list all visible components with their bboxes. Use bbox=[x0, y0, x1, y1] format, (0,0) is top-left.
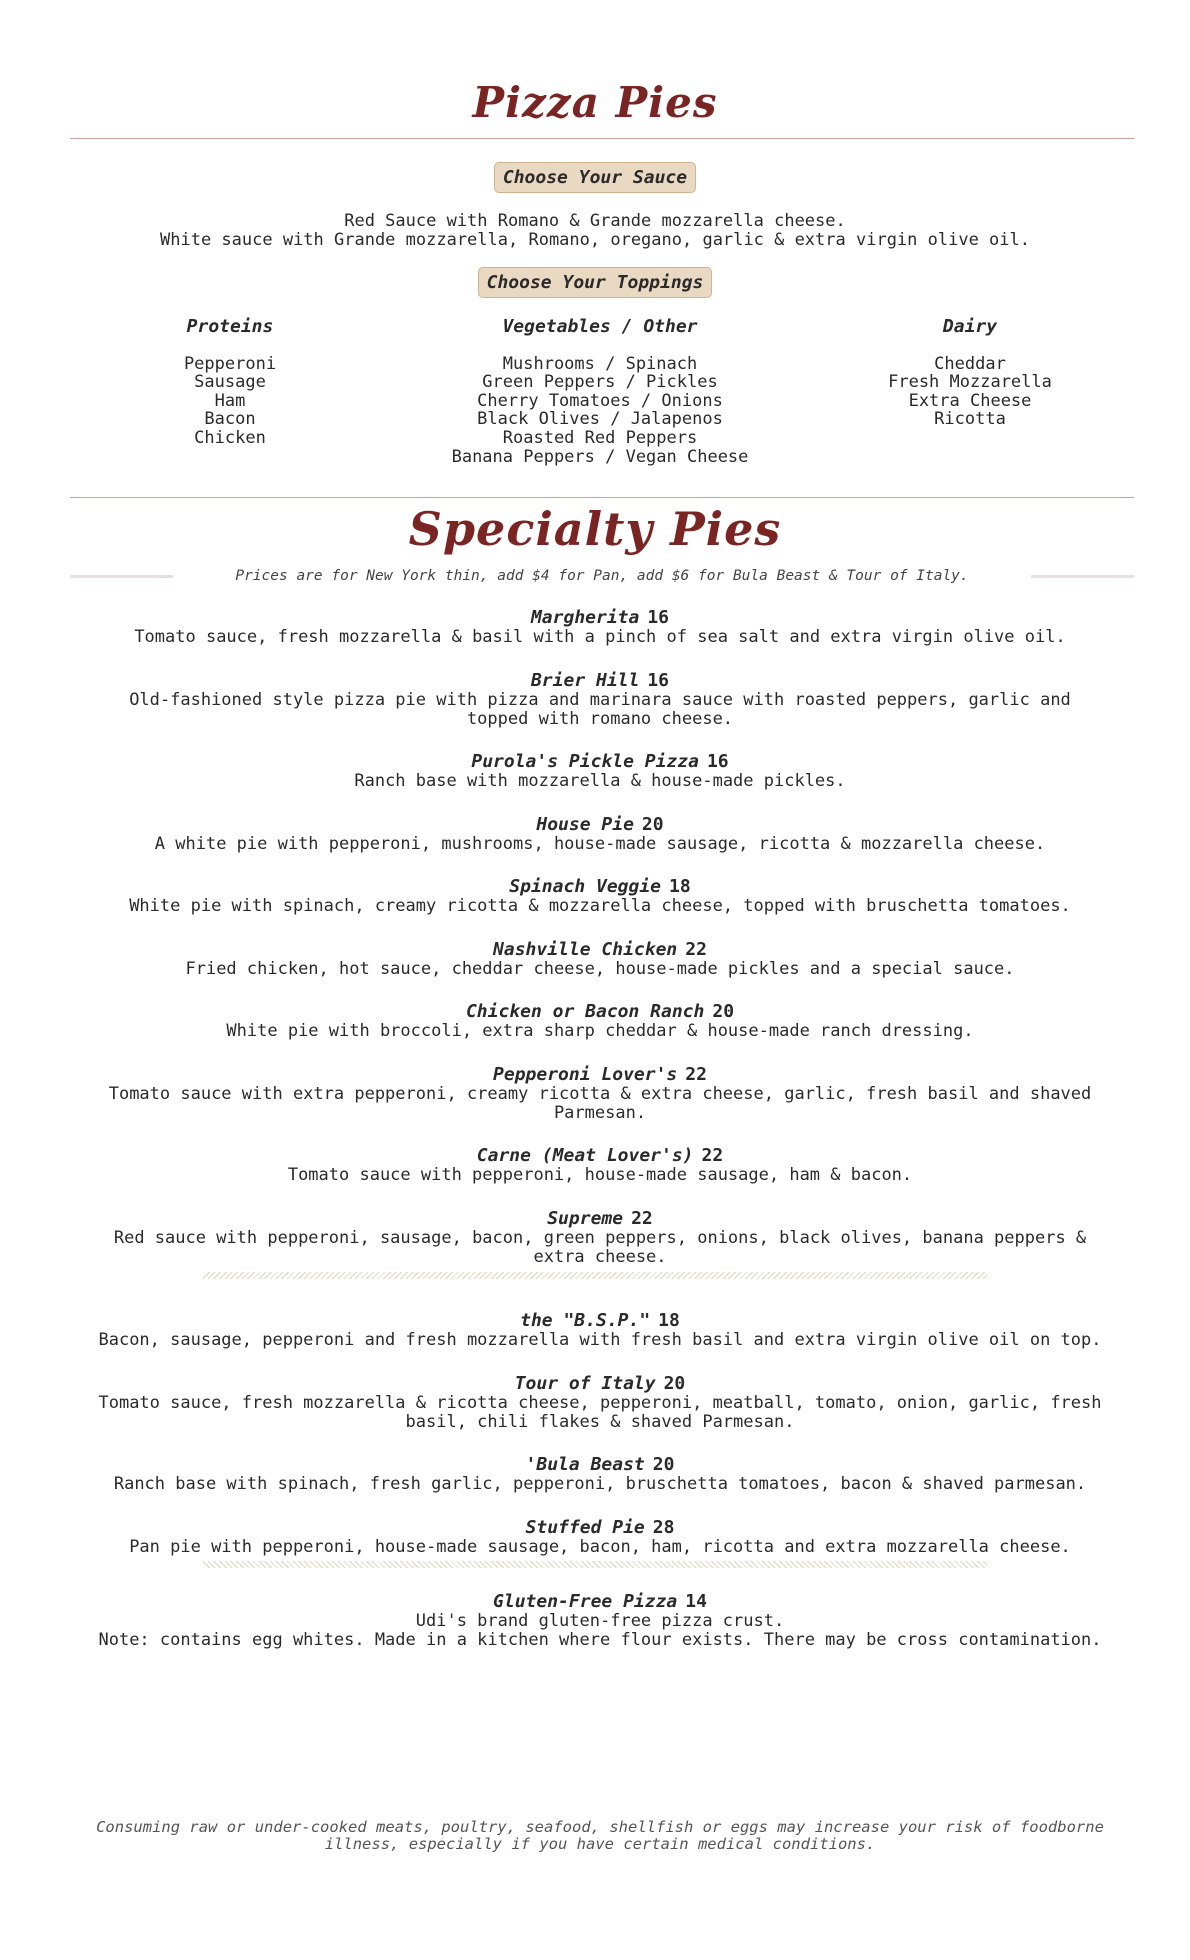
divider bbox=[70, 497, 1134, 498]
topping-item: Fresh Mozzarella bbox=[888, 372, 1052, 393]
item-price: 18 bbox=[658, 1310, 680, 1331]
item-price: 20 bbox=[663, 1373, 686, 1394]
item-price: 22 bbox=[685, 939, 707, 960]
item-desc: Ranch base with mozzarella & house-made pickles. bbox=[354, 771, 846, 791]
item-name: the "B.S.P." bbox=[520, 1310, 651, 1331]
topping-item: Bacon bbox=[204, 409, 256, 430]
menu-item bbox=[75, 1146, 1125, 1185]
item-name: 'Bula Beast bbox=[525, 1454, 645, 1475]
item-price: 20 bbox=[712, 1001, 735, 1022]
item-name: Carne (Meat Lover's) bbox=[476, 1145, 694, 1166]
specialty-pies-title: Specialty Pies bbox=[408, 502, 782, 556]
item-desc: Red sauce with pepperoni, sausage, bacon, green peppers, onions, black olives, banana peppers & bbox=[113, 1228, 1087, 1248]
column-heading: Proteins bbox=[186, 316, 274, 337]
item-price: 22 bbox=[685, 1064, 707, 1085]
menu-item bbox=[75, 940, 1125, 979]
menu-item bbox=[75, 877, 1125, 916]
topping-item: Cheddar bbox=[934, 353, 1006, 374]
item-desc: A white pie with pepperoni, mushrooms, house-made sausage, ricotta & mozzarella cheese. bbox=[154, 834, 1046, 854]
menu-item bbox=[75, 815, 1125, 854]
item-name: Nashville Chicken bbox=[493, 939, 678, 960]
vegetables-column bbox=[430, 318, 770, 466]
topping-item: Sausage bbox=[194, 372, 266, 393]
item-price: 20 bbox=[652, 1454, 675, 1475]
pizza-pies-title: Pizza Pies bbox=[472, 78, 718, 127]
item-price: 14 bbox=[685, 1591, 707, 1612]
column-heading: Vegetables / Other bbox=[502, 316, 698, 337]
sauce-red: Red Sauce with Romano & Grande mozzarella cheese. bbox=[344, 211, 846, 231]
item-desc: White pie with broccoli, extra sharp cheddar & house-made ranch dressing. bbox=[226, 1021, 974, 1041]
proteins-column bbox=[130, 318, 330, 448]
item-price: 20 bbox=[641, 814, 664, 835]
item-desc: Tomato sauce with pepperoni, house-made sausage, ham & bacon. bbox=[287, 1165, 913, 1185]
item-name: Margherita bbox=[530, 607, 640, 628]
topping-item: Pepperoni bbox=[183, 353, 277, 374]
item-desc: basil, chili flakes & shaved Parmesan. bbox=[405, 1411, 795, 1432]
item-desc: Parmesan. bbox=[553, 1102, 647, 1123]
topping-item: Ricotta bbox=[934, 409, 1006, 430]
item-desc: White pie with spinach, creamy ricotta & mozzarella cheese, topped with bruschetta tomatoes. bbox=[129, 896, 1071, 916]
topping-item: Roasted Red Peppers bbox=[502, 427, 698, 448]
menu-item bbox=[75, 1065, 1125, 1122]
item-name: Supreme bbox=[547, 1208, 624, 1229]
item-desc: Note: contains egg whites. Made in a kitchen where flour exists. There may be cross contamination. bbox=[98, 1629, 1102, 1650]
item-desc: Fried chicken, hot sauce, cheddar cheese, house-made pickles and a special sauce. bbox=[185, 959, 1015, 979]
price-note: Prices are for New York thin, add $4 for Pan, add $6 for Bula Beast & Tour of Italy. bbox=[235, 568, 969, 584]
menu-item bbox=[75, 1311, 1125, 1350]
item-desc: Udi's brand gluten-free pizza crust. bbox=[415, 1611, 785, 1631]
menu-item bbox=[75, 608, 1125, 647]
topping-item: Banana Peppers / Vegan Cheese bbox=[451, 446, 749, 467]
item-name: Spinach Veggie bbox=[509, 876, 662, 897]
item-desc: extra cheese. bbox=[533, 1246, 667, 1267]
dairy-column bbox=[860, 318, 1080, 429]
item-desc: Pan pie with pepperoni, house-made sausage, bacon, ham, ricotta and extra mozzarella cheese. bbox=[129, 1537, 1071, 1557]
hatch-divider bbox=[203, 1561, 987, 1568]
menu-item bbox=[75, 1209, 1125, 1266]
item-name: Stuffed Pie bbox=[525, 1517, 645, 1538]
menu-item bbox=[75, 1518, 1125, 1557]
item-price: 22 bbox=[631, 1208, 653, 1229]
menu-item bbox=[75, 1592, 1125, 1649]
menu-item bbox=[75, 1002, 1125, 1041]
disclaimer-line: illness, especially if you have certain medical conditions. bbox=[324, 1835, 876, 1853]
item-desc: topped with romano cheese. bbox=[466, 708, 734, 729]
sauce-label: Choose Your Sauce bbox=[494, 162, 696, 193]
item-desc: Old-fashioned style pizza pie with pizza and marinara sauce with roasted peppers, garlic and bbox=[129, 690, 1071, 710]
topping-item: Black Olives / Jalapenos bbox=[477, 409, 723, 430]
item-desc: Ranch base with spinach, fresh garlic, pepperoni, bruschetta tomatoes, bacon & shaved parmesan. bbox=[113, 1474, 1087, 1494]
toppings-label: Choose Your Toppings bbox=[478, 267, 713, 298]
food-safety-disclaimer bbox=[75, 1819, 1125, 1853]
item-price: 16 bbox=[647, 607, 670, 628]
sauce-list bbox=[0, 212, 1190, 250]
menu-item bbox=[75, 671, 1125, 728]
item-price: 16 bbox=[706, 751, 729, 772]
topping-item: Ham bbox=[214, 390, 246, 411]
item-desc: Bacon, sausage, pepperoni and fresh mozzarella with fresh basil and extra virgin olive oil on top. bbox=[98, 1330, 1102, 1350]
item-price: 16 bbox=[647, 670, 670, 691]
item-desc: Tomato sauce, fresh mozzarella & ricotta cheese, pepperoni, meatball, tomato, onion, garlic, fresh bbox=[98, 1393, 1102, 1413]
item-price: 18 bbox=[669, 876, 691, 897]
item-name: Brier Hill bbox=[530, 670, 640, 691]
menu-item bbox=[75, 752, 1125, 791]
disclaimer-line: Consuming raw or under-cooked meats, poultry, seafood, shellfish or eggs may increase your risk of foodborne bbox=[96, 1818, 1104, 1836]
divider bbox=[70, 138, 1134, 139]
topping-item: Cherry Tomatoes / Onions bbox=[477, 390, 723, 411]
item-name: Gluten-Free Pizza bbox=[493, 1591, 678, 1612]
item-desc: Tomato sauce, fresh mozzarella & basil with a pinch of sea salt and extra virgin olive oil. bbox=[134, 627, 1066, 647]
item-price: 28 bbox=[652, 1517, 675, 1538]
item-price: 22 bbox=[701, 1145, 724, 1166]
item-name: House Pie bbox=[536, 814, 634, 835]
topping-item: Chicken bbox=[194, 427, 266, 448]
topping-item: Extra Cheese bbox=[908, 390, 1032, 411]
price-note-row bbox=[70, 566, 1134, 588]
menu-item bbox=[75, 1455, 1125, 1494]
item-name: Chicken or Bacon Ranch bbox=[465, 1001, 705, 1022]
item-name: Purola's Pickle Pizza bbox=[471, 751, 699, 772]
topping-item: Green Peppers / Pickles bbox=[482, 372, 718, 393]
hatch-divider bbox=[203, 1272, 987, 1279]
column-heading: Dairy bbox=[942, 316, 998, 337]
item-desc: Tomato sauce with extra pepperoni, creamy ricotta & extra cheese, garlic, fresh basil and shaved bbox=[108, 1084, 1092, 1104]
item-name: Pepperoni Lover's bbox=[493, 1064, 678, 1085]
sauce-white: White sauce with Grande mozzarella, Romano, oregano, garlic & extra virgin olive oil. bbox=[160, 230, 1030, 250]
item-name: Tour of Italy bbox=[514, 1373, 656, 1394]
menu-item bbox=[75, 1374, 1125, 1431]
topping-item: Mushrooms / Spinach bbox=[502, 353, 698, 374]
